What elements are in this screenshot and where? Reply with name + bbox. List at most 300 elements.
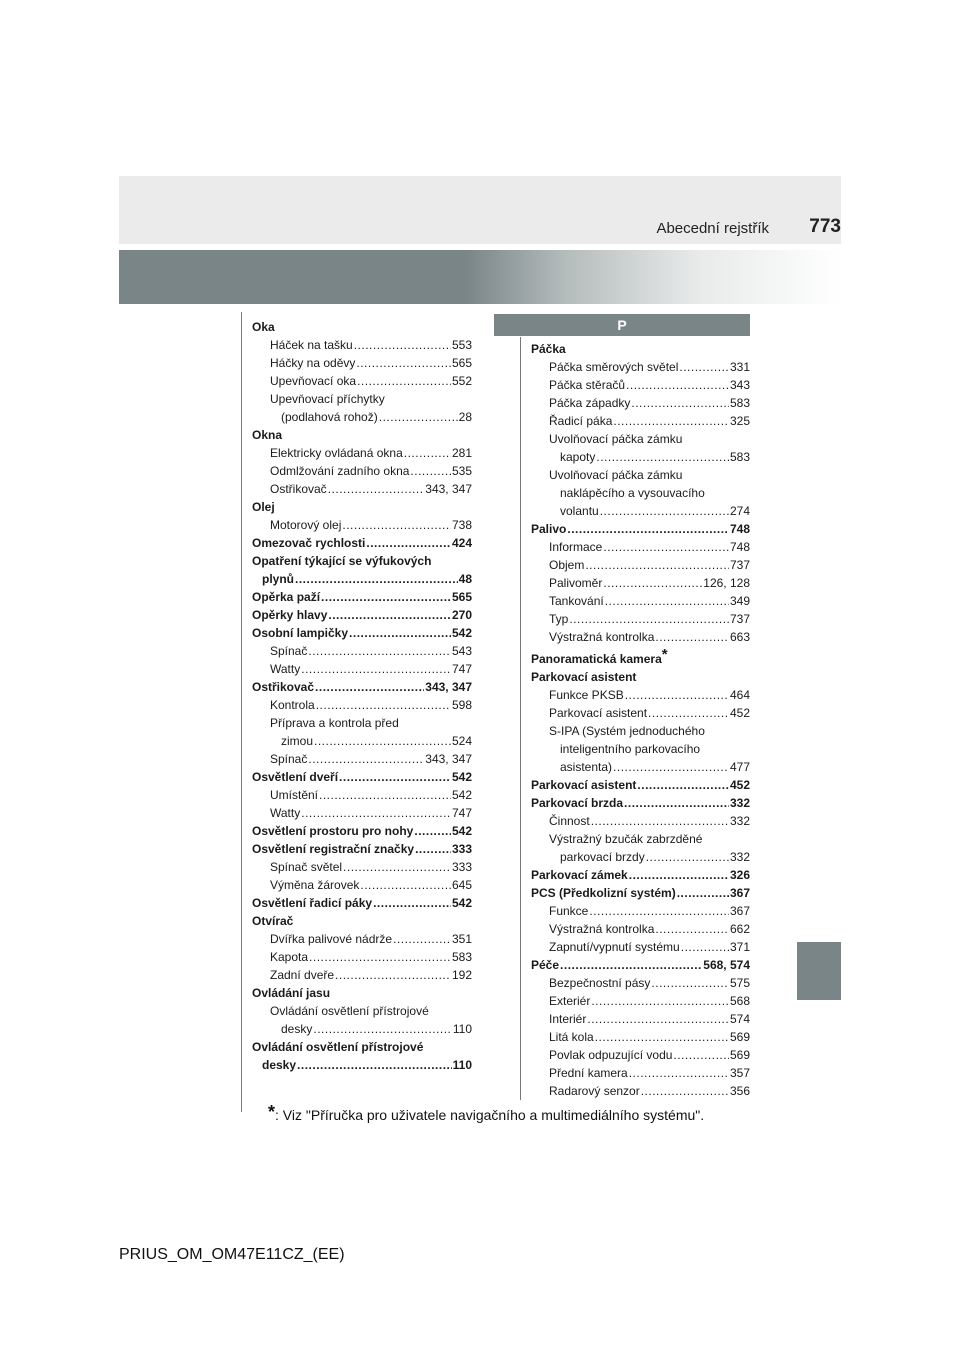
index-column-left (252, 318, 472, 1074)
index-entry-label: Ovládání osvětlení přístrojové (252, 1040, 424, 1054)
index-entry-page: 332 (729, 796, 750, 810)
index-entry-label: Objem (549, 558, 585, 572)
dot-leader (308, 642, 451, 660)
document-id: PRIUS_OM_OM47E11CZ_(EE) (119, 1246, 345, 1263)
index-entry-page: 575 (729, 976, 750, 990)
index-entry (531, 610, 750, 628)
header-band (119, 176, 841, 244)
index-entry-label: Umístění (270, 788, 319, 802)
index-entry-page: 738 (451, 518, 472, 532)
index-entry-page: 569 (729, 1048, 750, 1062)
dot-leader (625, 686, 729, 704)
index-entry-label: Panoramatická kamera (531, 652, 662, 666)
index-entry (252, 750, 472, 768)
index-entry (252, 552, 472, 570)
index-entry-label: Parkovací asistent (549, 706, 648, 720)
index-entry-page: 343, 347 (425, 680, 472, 694)
index-entry-page: 274 (729, 504, 750, 518)
index-entry-page: 332 (729, 814, 750, 828)
index-entry (531, 902, 750, 920)
dot-leader (373, 894, 451, 912)
dot-leader (655, 920, 729, 938)
dot-leader (313, 1020, 452, 1038)
index-entry-label: Odmlžování zadního okna (270, 464, 410, 478)
dot-leader (603, 538, 729, 556)
index-entry-page: 333 (451, 842, 472, 856)
index-entry-label: Uvolňovací páčka zámku (549, 432, 683, 446)
index-entry-page: 452 (729, 706, 750, 720)
index-entry (252, 642, 472, 660)
index-entry-label: Páčka západky (549, 396, 631, 410)
index-entry (531, 668, 750, 686)
index-entry (252, 462, 472, 480)
index-entry-label: Parkovací brzda (531, 796, 624, 810)
index-entry (531, 848, 750, 866)
index-entry-page: 28 (458, 410, 472, 424)
index-entry-label: Parkovací asistent (531, 670, 637, 684)
index-entry-page: 357 (729, 1066, 750, 1080)
index-entry-page: 331 (729, 360, 750, 374)
index-entry-page: 371 (729, 940, 750, 954)
footnote (268, 1102, 704, 1123)
dot-leader (343, 858, 451, 876)
index-entry (531, 556, 750, 574)
index-entry (252, 894, 472, 912)
index-entry-label: Otvírač (252, 914, 294, 928)
index-entry-page: 565 (451, 590, 472, 604)
index-entry-label: parkovací brzdy (560, 850, 645, 864)
section-letter-header: P (494, 314, 750, 336)
index-entry-page: 343 (729, 378, 750, 392)
dot-leader (414, 822, 451, 840)
index-entry (252, 1056, 472, 1074)
index-entry (531, 884, 750, 902)
index-entry-label: Péče (531, 958, 560, 972)
dot-leader (646, 848, 729, 866)
index-entry-label: (podlahová rohož) (281, 410, 378, 424)
index-entry (252, 1002, 472, 1020)
index-entry-label: Okna (252, 428, 283, 442)
dot-leader (624, 794, 729, 812)
index-entry-label: asistenta) (560, 760, 613, 774)
index-entry (252, 876, 472, 894)
index-entry (252, 948, 472, 966)
index-entry (531, 974, 750, 992)
index-entry (531, 502, 750, 520)
dot-leader (354, 336, 451, 354)
index-entry-label: Osvětlení řadicí páky (252, 896, 373, 910)
index-entry-label: Činnost (549, 814, 590, 828)
index-entry-label: Zapnutí/vypnutí systému (549, 940, 680, 954)
index-entry (252, 912, 472, 930)
index-entry-label: Spínač (270, 644, 308, 658)
index-entry-label: Litá kola (549, 1030, 594, 1044)
index-entry-page: 542 (451, 770, 472, 784)
index-entry-label: Osvětlení prostoru pro nohy (252, 824, 414, 838)
index-entry-label: Ovládání osvětlení přístrojové (270, 1004, 429, 1018)
index-entry (252, 822, 472, 840)
dot-leader (415, 840, 451, 858)
dot-leader (297, 1056, 452, 1074)
dot-leader (587, 1010, 729, 1028)
index-entry-label: Omezovač rychlosti (252, 536, 366, 550)
index-entry-page: 574 (729, 1012, 750, 1026)
index-entry-label: desky (281, 1022, 313, 1036)
dot-leader (655, 628, 729, 646)
index-entry-label: Parkovací zámek (531, 868, 628, 882)
index-entry-page: 349 (729, 594, 750, 608)
index-entry-page: 748 (729, 540, 750, 554)
index-entry (252, 966, 472, 984)
index-entry-label: Osvětlení dveří (252, 770, 339, 784)
column-divider-right (520, 337, 521, 1100)
dot-leader (677, 884, 729, 902)
index-entry-label: Zadní dveře (270, 968, 335, 982)
index-entry (531, 376, 750, 394)
dot-leader (319, 786, 451, 804)
dot-leader (366, 534, 451, 552)
index-entry-page: 367 (729, 886, 750, 900)
index-entry (531, 758, 750, 776)
index-entry (252, 534, 472, 552)
dot-leader (585, 556, 729, 574)
index-entry-label: Watty (270, 662, 301, 676)
index-entry (252, 696, 472, 714)
dot-leader (600, 502, 729, 520)
index-entry-label: Ovládání jasu (252, 986, 331, 1000)
index-entry-page: 552 (451, 374, 472, 388)
index-entry (531, 628, 750, 646)
index-entry (531, 866, 750, 884)
index-entry-label: Výstražná kontrolka (549, 630, 655, 644)
dot-leader (342, 516, 451, 534)
dot-leader (393, 930, 451, 948)
index-entry (531, 430, 750, 448)
index-entry-label: Typ (549, 612, 569, 626)
index-entry (252, 516, 472, 534)
index-entry-page: 333 (451, 860, 472, 874)
index-entry-label: Opěrky hlavy (252, 608, 328, 622)
dot-leader (410, 462, 451, 480)
index-entry-label: Radarový senzor (549, 1084, 640, 1098)
index-entry (252, 606, 472, 624)
index-entry-label: Háček na tašku (270, 338, 353, 352)
index-entry-label: Palivoměr (549, 576, 603, 590)
footnote-text: : Viz "Příručka pro uživatele navigačního a multimediálního systému". (275, 1107, 705, 1123)
index-entry-label: Palivo (531, 522, 567, 536)
index-entry (531, 686, 750, 704)
index-entry-page: 737 (729, 558, 750, 572)
index-entry-page: 477 (729, 760, 750, 774)
index-entry-page: 48 (458, 572, 472, 586)
index-entry-label: Tankování (549, 594, 604, 608)
index-entry-label: Dvířka palivové nádrže (270, 932, 393, 946)
index-entry-page: 737 (729, 612, 750, 626)
index-entry (531, 1046, 750, 1064)
index-entry-label: zimou (281, 734, 314, 748)
index-entry (531, 646, 750, 668)
index-entry (531, 1064, 750, 1082)
index-entry-page: 569 (729, 1030, 750, 1044)
index-entry-label: Informace (549, 540, 603, 554)
index-entry-page: 356 (729, 1084, 750, 1098)
dot-leader (349, 624, 451, 642)
index-entry-page: 542 (451, 824, 472, 838)
dot-leader (308, 750, 424, 768)
index-entry-page: 543 (451, 644, 472, 658)
index-entry (252, 858, 472, 876)
index-entry-page: 332 (729, 850, 750, 864)
index-entry (531, 704, 750, 722)
dot-leader (315, 678, 424, 696)
index-entry (252, 732, 472, 750)
dot-leader (301, 660, 451, 678)
dot-leader (613, 412, 729, 430)
index-entry-label: PCS (Předkolizní systém) (531, 886, 676, 900)
section-title: Abecední rejstřík (656, 220, 769, 237)
index-entry-page: 583 (729, 450, 750, 464)
index-entry-label: Opěrka paží (252, 590, 321, 604)
dot-leader (569, 610, 729, 628)
index-entry-label: Funkce PKSB (549, 688, 624, 702)
index-entry-page: 542 (451, 788, 472, 802)
dot-leader (295, 570, 458, 588)
index-entry (252, 984, 472, 1002)
column-divider-left (241, 312, 242, 1112)
index-entry (531, 938, 750, 956)
index-entry-label: S-IPA (Systém jednoduchého (549, 724, 705, 738)
index-entry-page: 542 (451, 896, 472, 910)
index-entry-page: 553 (451, 338, 472, 352)
index-entry (531, 484, 750, 502)
index-entry-page: 110 (452, 1022, 472, 1036)
index-entry-page: 270 (451, 608, 472, 622)
index-entry (531, 812, 750, 830)
index-entry (252, 714, 472, 732)
index-entry (531, 722, 750, 740)
index-entry-label: Funkce (549, 904, 589, 918)
index-entry (531, 920, 750, 938)
index-entry-label: Elektricky ovládaná okna (270, 446, 403, 460)
index-entry-page: 464 (729, 688, 750, 702)
index-entry-label: Motorový olej (270, 518, 342, 532)
index-entry-label: Řadicí páka (549, 414, 613, 428)
index-entry-label: Oka (252, 320, 275, 334)
dot-leader (360, 876, 451, 894)
index-entry-page: 424 (451, 536, 472, 550)
index-entry (531, 794, 750, 812)
index-entry-label: Kontrola (270, 698, 315, 712)
index-entry-label: Výměna žárovek (270, 878, 360, 892)
index-entry-page: 568, 574 (703, 958, 750, 972)
index-entry (531, 740, 750, 758)
index-entry (531, 1028, 750, 1046)
index-entry (531, 358, 750, 376)
index-entry-label: Výstražná kontrolka (549, 922, 655, 936)
index-entry-label: Příprava a kontrola před (270, 716, 399, 730)
dot-leader (335, 966, 451, 984)
index-entry-page: 343, 347 (425, 482, 472, 496)
index-entry-page: 351 (451, 932, 472, 946)
dot-leader (641, 1082, 729, 1100)
index-entry (252, 570, 472, 588)
index-entry (252, 444, 472, 462)
dot-leader (314, 732, 451, 750)
dot-leader (603, 574, 702, 592)
dot-leader (673, 1046, 729, 1064)
dot-leader (651, 974, 729, 992)
index-entry-label: plynů (262, 572, 294, 586)
dot-leader (357, 372, 451, 390)
index-entry-page: 568 (729, 994, 750, 1008)
index-entry-page: 326 (729, 868, 750, 882)
index-entry-label: Ostřikovač (252, 680, 315, 694)
index-entry-page: 645 (451, 878, 472, 892)
index-entry (531, 466, 750, 484)
dot-leader (629, 866, 729, 884)
dot-leader (595, 1028, 729, 1046)
index-entry-label: Upevňovací oka (270, 374, 357, 388)
index-entry (252, 408, 472, 426)
index-entry (252, 786, 472, 804)
index-entry-label: inteligentního parkovacího (560, 742, 701, 756)
index-entry-page: 343, 347 (425, 752, 472, 766)
dot-leader (637, 776, 729, 794)
index-entry (531, 538, 750, 556)
index-entry-label: Ostřikovač (270, 482, 327, 496)
dot-leader (356, 354, 451, 372)
dot-leader (591, 812, 729, 830)
dot-leader (681, 938, 729, 956)
index-entry (252, 498, 472, 516)
index-entry-page: 325 (729, 414, 750, 428)
index-entry-page: 192 (451, 968, 472, 982)
index-entry-label: Watty (270, 806, 301, 820)
index-entry-label: Olej (252, 500, 275, 514)
index-entry (252, 678, 472, 696)
chapter-tab (797, 942, 841, 1000)
index-entry-label: Bezpečnostní pásy (549, 976, 651, 990)
index-entry-label: Přední kamera (549, 1066, 628, 1080)
index-entry-label: Spínač světel (270, 860, 343, 874)
index-entry-page: 524 (451, 734, 472, 748)
index-entry (531, 394, 750, 412)
index-entry-label: Výstražný bzučák zabrzděné (549, 832, 703, 846)
index-entry-page: 598 (451, 698, 472, 712)
index-entry (531, 448, 750, 466)
dot-leader (613, 758, 729, 776)
dot-leader (648, 704, 729, 722)
dot-leader (631, 394, 729, 412)
index-entry (531, 776, 750, 794)
index-entry-label: Upevňovací příchytky (270, 392, 385, 406)
index-entry-label: Uvolňovací páčka zámku (549, 468, 683, 482)
index-entry (252, 354, 472, 372)
index-entry-page: 542 (451, 626, 472, 640)
index-entry (252, 336, 472, 354)
index-entry (252, 804, 472, 822)
index-entry-label: Interiér (549, 1012, 587, 1026)
dot-leader (560, 956, 702, 974)
index-entry-label: Exteriér (549, 994, 591, 1008)
index-entry-page: 367 (729, 904, 750, 918)
dot-leader (591, 992, 729, 1010)
index-entry (252, 480, 472, 498)
decorative-gradient-bar (119, 250, 841, 304)
index-entry-page: 126, 128 (703, 576, 750, 590)
index-entry-label: Háčky na oděvy (270, 356, 356, 370)
dot-leader (404, 444, 451, 462)
index-entry-label: kapoty (560, 450, 596, 464)
index-entry-label: Osobní lampičky (252, 626, 349, 640)
dot-leader (589, 902, 729, 920)
index-entry-label: desky (262, 1058, 297, 1072)
dot-leader (301, 804, 451, 822)
index-entry-page: 583 (451, 950, 472, 964)
index-entry (531, 520, 750, 538)
dot-leader (309, 948, 451, 966)
dot-leader (626, 376, 729, 394)
index-entry-page: 452 (729, 778, 750, 792)
index-entry-page: 747 (451, 662, 472, 676)
index-entry-page: 281 (451, 446, 472, 460)
index-entry (531, 340, 750, 358)
index-entry (252, 840, 472, 858)
dot-leader (328, 480, 425, 498)
footnote-star: * (268, 1102, 276, 1122)
index-entry (531, 592, 750, 610)
index-entry-page: 747 (451, 806, 472, 820)
index-entry-page: 110 (452, 1058, 472, 1072)
index-entry (531, 1082, 750, 1100)
index-entry-label: Páčka (531, 342, 566, 356)
footnote-marker: * (661, 646, 668, 663)
index-entry (252, 660, 472, 678)
dot-leader (567, 520, 729, 538)
index-entry (531, 992, 750, 1010)
index-entry-page: 663 (729, 630, 750, 644)
index-entry (531, 1010, 750, 1028)
index-entry-label: Parkovací asistent (531, 778, 637, 792)
dot-leader (339, 768, 451, 786)
index-entry-label: Opatření týkající se výfukových (252, 554, 432, 568)
index-entry (252, 1038, 472, 1056)
index-entry-label: Osvětlení registrační značky (252, 842, 415, 856)
index-entry (531, 412, 750, 430)
index-entry (252, 768, 472, 786)
index-entry (531, 574, 750, 592)
dot-leader (605, 592, 729, 610)
index-entry-label: naklápěcího a vysouvacího (560, 486, 705, 500)
index-entry-page: 748 (729, 522, 750, 536)
index-column-right (531, 340, 750, 1100)
index-entry (252, 318, 472, 336)
dot-leader (379, 408, 458, 426)
index-entry (252, 930, 472, 948)
index-entry-page: 535 (451, 464, 472, 478)
page-number: 773 (809, 216, 841, 237)
index-entry-page: 662 (729, 922, 750, 936)
index-entry (252, 426, 472, 444)
index-entry-label: Páčka směrových světel (549, 360, 679, 374)
dot-leader (679, 358, 729, 376)
dot-leader (328, 606, 451, 624)
index-entry-label: volantu (560, 504, 599, 518)
index-entry-label: Páčka stěračů (549, 378, 626, 392)
index-entry-page: 583 (729, 396, 750, 410)
dot-leader (629, 1064, 729, 1082)
index-entry (531, 956, 750, 974)
